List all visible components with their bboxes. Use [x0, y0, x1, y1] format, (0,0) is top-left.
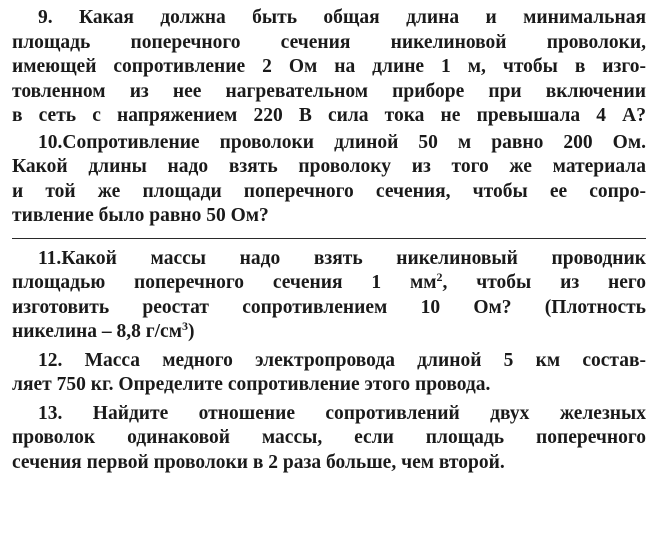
problem-9-line-5: в сеть с напряжением 220 В сила тока не превышала 4 А?: [12, 105, 646, 126]
problem-10-line-3: и той же площади поперечного сечения, чтобы ее сопро-: [12, 180, 646, 202]
problem-13-line-2: проволок одинаковой массы, если площадь поперечного: [12, 427, 646, 448]
problem-11-line-3: изготовить реостат сопротивлением 10 Ом? (Плотность: [12, 296, 646, 318]
problem-9-line-1: 9. Какая должна быть общая длина и минимальная: [38, 7, 646, 28]
superscript-2: 2: [436, 270, 443, 284]
problem-13-number: 13.: [38, 402, 63, 424]
problem-13-line-1: 13. Найдите отношение сопротивлений двух железных: [38, 402, 646, 424]
problem-9: [12, 6, 646, 129]
problem-13: [12, 402, 646, 476]
problem-12: [12, 349, 646, 398]
problem-11-line-2: площадью поперечного сечения 1 $мм^2$, чтобы из него: [12, 270, 647, 293]
problem-11-line-1: 11.Какой массы надо взять никелиновый проводник: [38, 247, 646, 269]
problem-12-number: 12.: [38, 349, 63, 371]
problem-9-line-3: имеющей сопротивление 2 Ом на длине 1 м, чтобы в изго-: [12, 56, 646, 77]
problem-11-line-4: никелина – 8,8 $г/см^3$): [12, 319, 195, 342]
problem-10-line-4: тивление было равно 50 Ом?: [12, 205, 269, 226]
problem-12-line-1: 12. Масса медного электропровода длиной 5 км состав-: [38, 349, 646, 371]
problem-10-line-1: 10.Сопротивление проволоки длиной 50 м равно 200 Ом.: [38, 131, 646, 153]
problem-11-number: 11.: [38, 247, 62, 269]
problem-9-line-4: товленном из нее нагревательном приборе при включении: [12, 80, 646, 102]
superscript-3: 3: [182, 319, 188, 333]
problem-10: [12, 131, 646, 229]
section-divider: [12, 238, 646, 239]
problem-9-line-2: площадь поперечного сечения никелиновой проволоки,: [12, 31, 646, 53]
problem-10-number: 10.: [38, 131, 63, 153]
problem-9-number: 9.: [38, 7, 53, 28]
problem-11: [12, 247, 646, 345]
problem-13-line-3: сечения первой проволоки в 2 раза больше, чем второй.: [12, 451, 505, 473]
problem-12-line-2: ляет 750 кг. Определите сопротивление этого провода.: [12, 374, 491, 395]
problem-10-line-2: Какой длины надо взять проволоку из того же материала: [12, 156, 646, 177]
